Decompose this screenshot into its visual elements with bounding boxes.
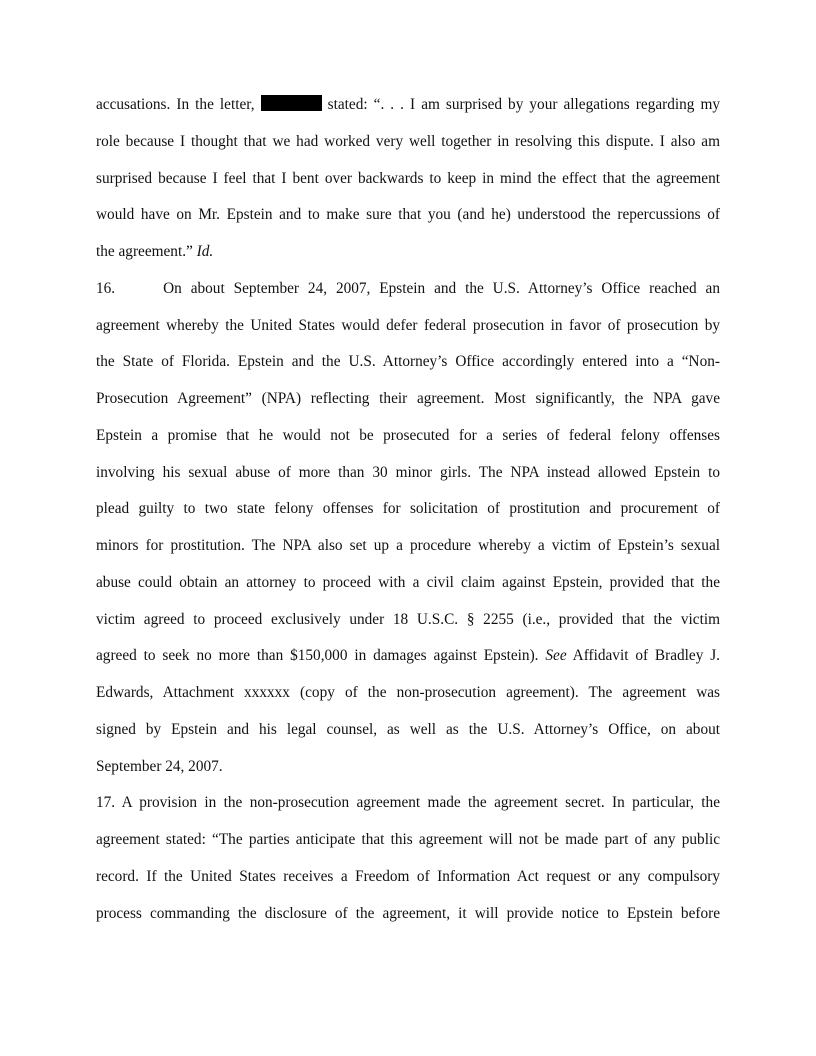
text-span: the agreement.”	[96, 243, 193, 260]
text-line: agreement stated: “The parties anticipate that this agreement will not be made part of any public	[96, 831, 720, 848]
text-line: victim agreed to proceed exclusively under 18 U.S.C. § 2255 (i.e., provided that the victim	[96, 610, 720, 628]
text-line: plead guilty to two state felony offenses for solicitation of prostitution and procurement of	[96, 500, 720, 518]
document-page	[96, 87, 720, 932]
redaction-block	[261, 95, 322, 111]
text-line: Edwards, Attachment xxxxxx (copy of the non-prosecution agreement). The agreement was	[96, 684, 720, 701]
text-line: role because I thought that we had worked very well together in resolving this dispute. I also am	[96, 132, 720, 150]
text-span: accusations. In the letter,	[96, 96, 255, 113]
text-line: September 24, 2007.	[96, 757, 223, 775]
text-line	[96, 87, 720, 124]
text-line	[96, 638, 720, 675]
text-line: record. If the United States receives a Freedom of Information Act request or any compulsory	[96, 867, 720, 885]
text-span: Affidavit of Bradley J.	[572, 647, 720, 665]
paragraph-15-continuation	[96, 87, 720, 271]
text-line: minors for prostitution. The NPA also set up a procedure whereby a victim of Epstein’s sexual	[96, 537, 720, 554]
text-line: signed by Epstein and his legal counsel, as well as the U.S. Attorney’s Office, on about	[96, 720, 720, 738]
text-line: 17. A provision in the non-prosecution agreement made the agreement secret. In particular, the	[96, 794, 720, 812]
text-line: would have on Mr. Epstein and to make sure that you (and he) understood the repercussions of	[96, 206, 720, 224]
text-line: the State of Florida. Epstein and the U.S. Attorney’s Office accordingly entered into a “Non-	[96, 353, 720, 371]
paragraph-number: 16.	[96, 279, 116, 297]
citation-id: Id.	[196, 243, 214, 260]
text-span: On about September 24, 2007, Epstein and the U.S. Attorney’s Office reached an	[163, 279, 720, 297]
paragraph-17	[96, 785, 720, 932]
text-line: Prosecution Agreement” (NPA) reflecting their agreement. Most significantly, the NPA gave	[96, 390, 720, 407]
text-line: Epstein a promise that he would not be prosecuted for a series of federal felony offenses	[96, 426, 720, 444]
text-line: abuse could obtain an attorney to proceed with a civil claim against Epstein, provided that the	[96, 573, 720, 591]
text-line: agreement whereby the United States would defer federal prosecution in favor of prosecution by	[96, 316, 720, 334]
paragraph-16	[96, 271, 720, 786]
citation-see: See	[545, 647, 567, 665]
text-line	[96, 271, 720, 308]
text-line: surprised because I feel that I bent over backwards to keep in mind the effect that the agreement	[96, 169, 720, 187]
text-line: process commanding the disclosure of the agreement, it will provide notice to Epstein before	[96, 904, 720, 922]
text-line	[96, 234, 720, 271]
text-span: stated: “. . . I am surprised by your allegations regarding my	[327, 96, 720, 113]
text-line: involving his sexual abuse of more than 30 minor girls. The NPA instead allowed Epstein to	[96, 463, 720, 481]
text-span: agreed to seek no more than $150,000 in damages against Epstein).	[96, 647, 539, 665]
